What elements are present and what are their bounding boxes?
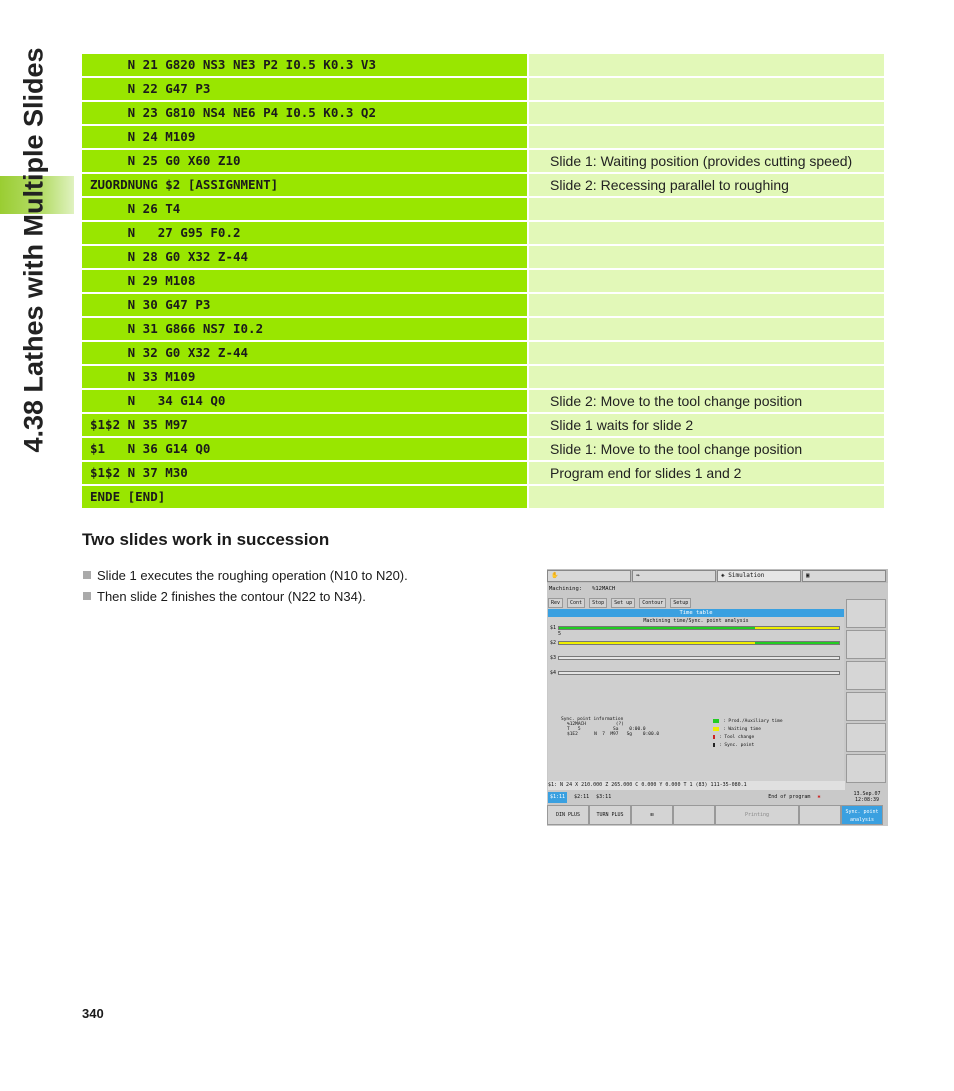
time-table-subhead: Machining time/Sync. point analysis bbox=[643, 618, 749, 624]
code-cell: N 23 G810 NS4 NE6 P4 I0.5 K0.3 Q2 bbox=[82, 102, 527, 124]
bullet-item: Slide 1 executes the roughing operation (N10 to N20). bbox=[82, 567, 408, 588]
toolbar-cont[interactable]: Cont bbox=[567, 598, 585, 608]
legend-swatch bbox=[713, 743, 715, 747]
code-cell: $1 N 36 G14 Q0 bbox=[82, 438, 527, 460]
slide-label: $1 bbox=[550, 625, 557, 631]
page-number: 340 bbox=[82, 1006, 104, 1021]
softkey[interactable] bbox=[846, 630, 886, 659]
softkey[interactable] bbox=[846, 692, 886, 721]
softkey[interactable] bbox=[846, 661, 886, 690]
code-row bbox=[82, 102, 884, 124]
bullet-square-icon bbox=[83, 592, 91, 600]
code-cell: $1$2 N 37 M30 bbox=[82, 462, 527, 484]
bullet-item: Then slide 2 finishes the contour (N22 to N34). bbox=[82, 588, 408, 609]
slide-label: $4 bbox=[550, 670, 557, 676]
star-icon: ✱ bbox=[817, 794, 821, 800]
description-cell bbox=[529, 486, 884, 508]
time-table-panel bbox=[548, 609, 844, 781]
code-cell: N 27 G95 F0.2 bbox=[82, 222, 527, 244]
softkey-3[interactable] bbox=[631, 805, 673, 825]
arrow-icon: ⇛ bbox=[636, 572, 640, 579]
code-row bbox=[82, 294, 884, 316]
screen-tabs bbox=[547, 569, 888, 583]
code-row bbox=[82, 390, 884, 412]
softkey-4[interactable] bbox=[673, 805, 715, 825]
code-row bbox=[82, 174, 884, 196]
code-cell: $1$2 N 35 M97 bbox=[82, 414, 527, 436]
turn-plus-button[interactable]: TURN PLUS bbox=[589, 805, 631, 825]
description-cell bbox=[529, 198, 884, 220]
description-cell: Slide 1: Move to the tool change position bbox=[529, 438, 884, 460]
legend-swatch bbox=[713, 727, 719, 731]
bullet-square-icon bbox=[83, 571, 91, 579]
softkey-6[interactable] bbox=[799, 805, 841, 825]
tab-disk[interactable] bbox=[802, 570, 886, 582]
code-table bbox=[82, 54, 884, 510]
simulation-icon: ◈ bbox=[721, 572, 729, 579]
toolbar-rev[interactable]: Rev bbox=[548, 598, 563, 608]
code-cell: ZUORDNUNG $2 [ASSIGNMENT] bbox=[82, 174, 527, 196]
status-row: $1: N 24 X 210.000 Z 265.000 C 0.000 Y 0.000 T 1 (83) 111-35-080.1 bbox=[548, 781, 845, 790]
graphic-icon: ⊞ bbox=[650, 812, 654, 818]
description-cell bbox=[529, 318, 884, 340]
description-cell: Slide 1: Waiting position (provides cutting speed) bbox=[529, 150, 884, 172]
code-row bbox=[82, 366, 884, 388]
code-cell: N 34 G14 Q0 bbox=[82, 390, 527, 412]
slide1-button[interactable]: $1:11 bbox=[548, 792, 567, 803]
sync-info: Sync. point information %12MACH (?) T 5 Sa 0:00.0 $1E2 N 7 M97 Sg 0:00.0 bbox=[561, 717, 660, 737]
code-cell: N 22 G47 P3 bbox=[82, 78, 527, 100]
code-row bbox=[82, 414, 884, 436]
tab-machine[interactable] bbox=[547, 570, 631, 582]
description-cell bbox=[529, 246, 884, 268]
printing-button[interactable]: Printing bbox=[715, 805, 799, 825]
legend-swatch bbox=[713, 719, 719, 723]
softkey-column bbox=[846, 599, 888, 785]
softkey[interactable] bbox=[846, 599, 886, 628]
code-cell: N 30 G47 P3 bbox=[82, 294, 527, 316]
disk-icon: ▣ bbox=[806, 572, 810, 579]
bottom-softkeys bbox=[547, 805, 888, 825]
legend-swatch bbox=[713, 735, 715, 739]
code-row bbox=[82, 270, 884, 292]
code-row bbox=[82, 438, 884, 460]
softkey[interactable] bbox=[846, 723, 886, 752]
time-table-title: Time table bbox=[548, 609, 844, 617]
description-cell bbox=[529, 222, 884, 244]
chapter-title: 4.38 Lathes with Multiple Slides bbox=[18, 47, 49, 453]
description-cell: Slide 2: Recessing parallel to roughing bbox=[529, 174, 884, 196]
slide-button-row bbox=[548, 792, 845, 803]
description-cell: Slide 1 waits for slide 2 bbox=[529, 414, 884, 436]
code-row bbox=[82, 78, 884, 100]
slide-label: $3 bbox=[550, 655, 557, 661]
toolbar-setup[interactable]: Set up bbox=[611, 598, 635, 608]
code-row bbox=[82, 318, 884, 340]
description-cell bbox=[529, 102, 884, 124]
code-cell: N 21 G820 NS3 NE3 P2 I0.5 K0.3 V3 bbox=[82, 54, 527, 76]
code-row bbox=[82, 486, 884, 508]
hand-icon: ✋ bbox=[551, 572, 559, 579]
code-row bbox=[82, 462, 884, 484]
slide3-track bbox=[558, 656, 840, 660]
sync-point-analysis-button[interactable]: Sync. point analysis bbox=[841, 805, 883, 825]
description-cell bbox=[529, 342, 884, 364]
toolbar-contour[interactable]: Contour bbox=[639, 598, 666, 608]
slide1-track bbox=[558, 626, 840, 630]
description-cell bbox=[529, 294, 884, 316]
code-cell: N 33 M109 bbox=[82, 366, 527, 388]
description-cell bbox=[529, 78, 884, 100]
date-time: 13.Sep.07 12:08:39 bbox=[853, 791, 881, 803]
slide-label: $2 bbox=[550, 640, 557, 646]
slide2-track bbox=[558, 641, 840, 645]
slide2-button[interactable]: $2:11 bbox=[574, 794, 590, 800]
section-heading: Two slides work in succession bbox=[82, 530, 330, 549]
screen-toolbar bbox=[548, 598, 691, 608]
legend: : Prod./Auxiliary time : Waiting time : Tool change : Sync. point bbox=[713, 717, 783, 749]
description-cell bbox=[529, 270, 884, 292]
control-screenshot bbox=[547, 569, 888, 826]
end-of-program: End of program bbox=[768, 794, 811, 800]
code-row bbox=[82, 198, 884, 220]
toolbar-stop[interactable]: Stop bbox=[589, 598, 607, 608]
bullet-list bbox=[82, 567, 408, 609]
code-cell: N 25 G0 X60 Z10 bbox=[82, 150, 527, 172]
softkey[interactable] bbox=[846, 754, 886, 783]
slide3-button[interactable]: $3:11 bbox=[596, 794, 612, 800]
tab-simulation[interactable]: ◈ Simulation bbox=[717, 570, 801, 582]
code-row bbox=[82, 150, 884, 172]
slide1-sub: 5 bbox=[558, 631, 562, 637]
description-cell: Program end for slides 1 and 2 bbox=[529, 462, 884, 484]
code-row bbox=[82, 342, 884, 364]
code-cell: N 31 G866 NS7 I0.2 bbox=[82, 318, 527, 340]
code-cell: N 24 M109 bbox=[82, 126, 527, 148]
description-cell bbox=[529, 126, 884, 148]
code-row bbox=[82, 54, 884, 76]
tab-program[interactable] bbox=[632, 570, 716, 582]
machining-line: Machining: %12MACH bbox=[549, 586, 616, 592]
code-cell: N 29 M108 bbox=[82, 270, 527, 292]
code-cell: N 28 G0 X32 Z-44 bbox=[82, 246, 527, 268]
slide4-track bbox=[558, 671, 840, 675]
code-row bbox=[82, 246, 884, 268]
description-cell bbox=[529, 366, 884, 388]
description-cell bbox=[529, 54, 884, 76]
code-cell: N 32 G0 X32 Z-44 bbox=[82, 342, 527, 364]
toolbar-setup2[interactable]: Setup bbox=[670, 598, 691, 608]
description-cell: Slide 2: Move to the tool change position bbox=[529, 390, 884, 412]
code-row bbox=[82, 222, 884, 244]
din-plus-button[interactable]: DIN PLUS bbox=[547, 805, 589, 825]
code-cell: N 26 T4 bbox=[82, 198, 527, 220]
code-cell: ENDE [END] bbox=[82, 486, 527, 508]
code-row bbox=[82, 126, 884, 148]
